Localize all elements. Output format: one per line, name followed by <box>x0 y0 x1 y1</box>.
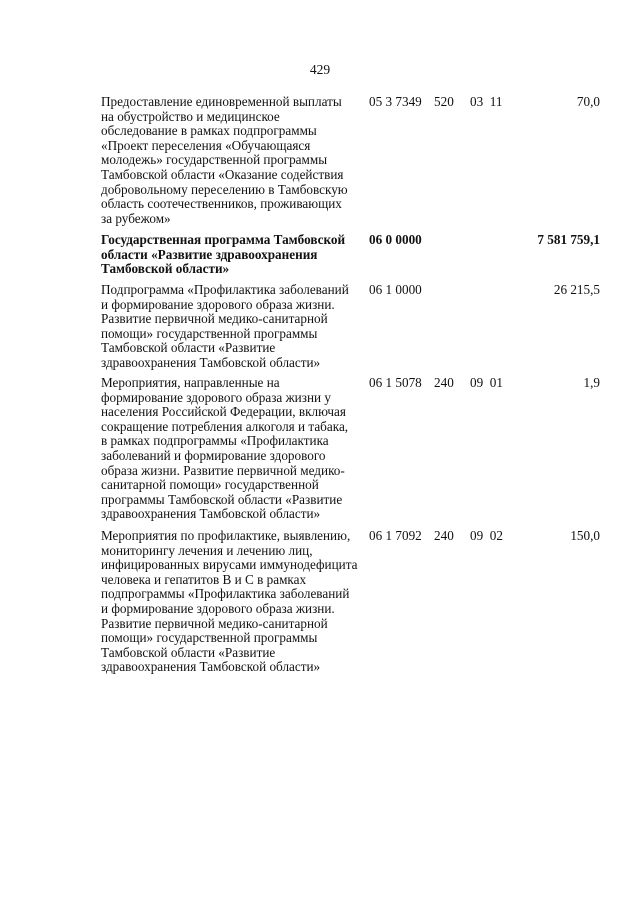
row-description <box>101 376 359 522</box>
description-line: здравоохранения Тамбовской области» <box>101 506 321 522</box>
description-line: сокращение потребления алкоголя и табака, <box>101 418 349 434</box>
description-line: человека и гепатитов В и С в рамках <box>101 571 307 587</box>
description-line: здравоохранения Тамбовской области» <box>101 354 321 370</box>
description-line: формирование здорового образа жизни у <box>101 389 331 405</box>
expense-type-code: 520 <box>434 94 454 109</box>
description-line: за рубежом» <box>101 210 171 226</box>
target-article-code: 06 0 0000 <box>369 232 422 247</box>
description-line: молодежь» государственной программы <box>101 152 328 168</box>
description-line: мониторингу лечения и лечению лиц, <box>101 542 313 558</box>
description-line: Подпрограмма «Профилактика заболеваний <box>101 282 349 297</box>
description-line: и формирование здорового образа жизни. <box>101 600 335 616</box>
description-line: обследование в рамках подпрограммы <box>101 123 317 139</box>
description-line: санитарной помощи» государственной <box>101 477 319 493</box>
description-line: инфицированных вирусами иммунодефицита <box>101 557 358 573</box>
expense-type-code: 240 <box>434 375 454 390</box>
description-line: помощи» государственной программы <box>101 325 318 341</box>
section-code: 03 11 <box>470 94 503 109</box>
amount-value: 70,0 <box>576 94 600 109</box>
section-code: 09 01 <box>470 375 503 390</box>
amount-value: 7 581 759,1 <box>537 232 600 247</box>
description-line: и формирование здорового образа жизни. <box>101 296 335 312</box>
row-description <box>101 233 359 277</box>
description-line: подпрограммы «Профилактика заболеваний <box>101 586 350 602</box>
description-line: добровольному переселению в Тамбовскую <box>101 181 348 197</box>
description-line: область соотечественников, проживающих <box>101 196 342 212</box>
description-line: Государственная программа Тамбовской <box>101 232 346 247</box>
section-code: 09 02 <box>470 528 503 543</box>
target-article-code: 06 1 7092 <box>369 528 422 543</box>
description-line: населения Российской Федерации, включая <box>101 404 346 420</box>
description-line: здравоохранения Тамбовской области» <box>101 659 321 675</box>
target-article-code: 06 1 0000 <box>369 282 422 297</box>
description-line: Развитие первичной медико-санитарной <box>101 311 328 327</box>
description-line: программы Тамбовской области «Развитие <box>101 491 343 507</box>
expense-type-code: 240 <box>434 528 454 543</box>
row-description <box>101 283 359 371</box>
amount-value: 1,9 <box>583 375 600 390</box>
description-line: помощи» государственной программы <box>101 630 318 646</box>
description-line: Предоставление единовременной выплаты <box>101 94 342 109</box>
description-line: Тамбовской области «Развитие <box>101 644 276 660</box>
row-description <box>101 529 359 675</box>
amount-value: 150,0 <box>570 528 600 543</box>
description-line: области «Развитие здравоохранения <box>101 246 318 262</box>
description-line: Мероприятия по профилактике, выявлению, <box>101 528 351 543</box>
description-line: Тамбовской области «Оказание содействия <box>101 166 344 182</box>
description-line: образа жизни. Развитие первичной медико- <box>101 462 345 478</box>
description-line: Тамбовской области» <box>101 261 230 277</box>
page-number: 429 <box>309 62 331 77</box>
amount-value: 26 215,5 <box>553 282 600 297</box>
description-line: в рамках подпрограммы «Профилактика <box>101 433 329 449</box>
description-line: заболеваний и формирование здорового <box>101 447 326 463</box>
target-article-code: 05 3 7349 <box>369 94 422 109</box>
target-article-code: 06 1 5078 <box>369 375 422 390</box>
description-line: на обустройство и медицинское <box>101 108 280 124</box>
description-line: Развитие первичной медико-санитарной <box>101 615 328 631</box>
description-line: Тамбовской области «Развитие <box>101 340 276 356</box>
row-description <box>101 95 359 226</box>
description-line: «Проект переселения «Обучающаяся <box>101 137 311 153</box>
description-line: Мероприятия, направленные на <box>101 375 280 390</box>
